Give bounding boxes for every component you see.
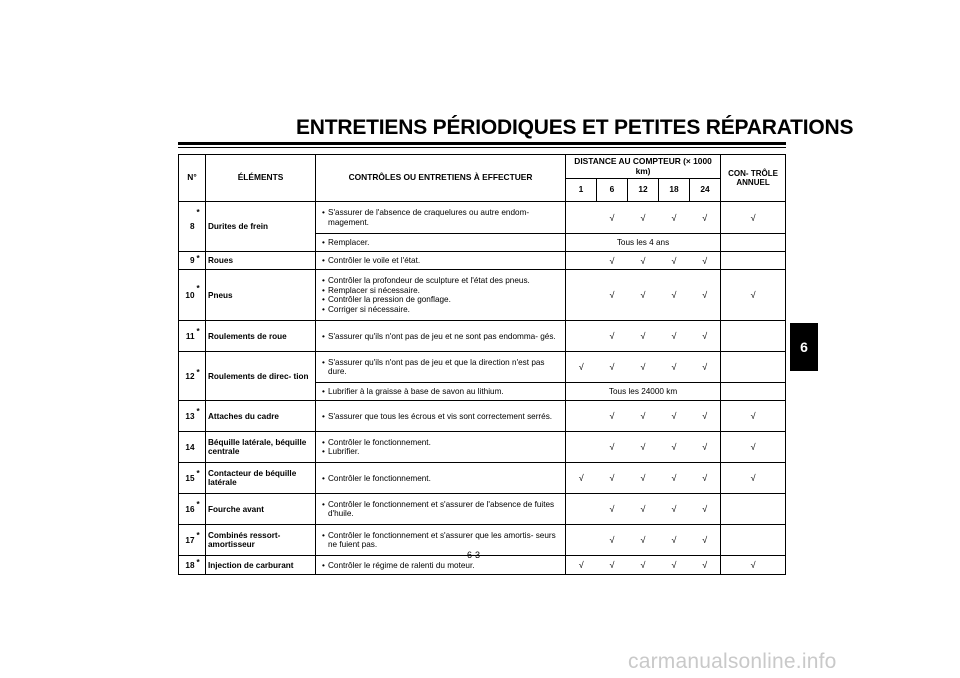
control-item: • Contrôler le fonctionnement. xyxy=(320,474,561,483)
check-mark: √ xyxy=(659,401,690,432)
table-row xyxy=(179,352,786,383)
empty-cell xyxy=(721,234,786,252)
header-controls: CONTRÔLES OU ENTRETIENS À EFFECTUER xyxy=(316,155,566,202)
row-number: 14 xyxy=(179,432,196,463)
control-item: • Contrôler le fonctionnement. xyxy=(320,438,561,447)
check-mark: √ xyxy=(597,432,628,463)
row-element: Combinés ressort- amortisseur xyxy=(206,525,316,556)
table-row xyxy=(179,494,786,525)
row-element: Béquille latérale, béquille centrale xyxy=(206,432,316,463)
control-item: • Contrôler le voile et l'état. xyxy=(320,256,561,265)
header-km-18: 18 xyxy=(659,179,690,202)
table-row xyxy=(179,321,786,352)
table-row xyxy=(179,463,786,494)
empty-cell xyxy=(721,321,786,352)
check-mark: √ xyxy=(721,463,786,494)
header-km-12: 12 xyxy=(628,179,659,202)
check-mark: √ xyxy=(628,556,659,575)
check-mark: √ xyxy=(597,463,628,494)
row-control xyxy=(316,432,566,463)
check-mark: √ xyxy=(659,432,690,463)
title-rule-thin xyxy=(178,147,786,148)
check-mark: √ xyxy=(566,556,597,575)
header-distance: DISTANCE AU COMPTEUR (× 1000 km) xyxy=(566,155,721,179)
page-number: 6-3 xyxy=(467,550,481,560)
check-mark xyxy=(566,432,597,463)
row-number: 17 xyxy=(179,525,196,556)
check-mark: √ xyxy=(628,494,659,525)
check-mark: √ xyxy=(690,432,721,463)
control-item: • Contrôler le fonctionnement et s'assurer que les amortis- seurs ne fuient pas. xyxy=(320,531,561,550)
check-mark: √ xyxy=(659,494,690,525)
check-mark: √ xyxy=(659,202,690,234)
header-num: N° xyxy=(179,155,206,202)
row-number: 16 xyxy=(179,494,196,525)
check-mark: √ xyxy=(659,270,690,321)
interval-text: Tous les 4 ans xyxy=(566,234,721,252)
control-item: • Corriger si nécessaire. xyxy=(320,305,561,314)
check-mark xyxy=(566,494,597,525)
title-rule xyxy=(178,142,786,145)
row-star: * xyxy=(196,401,206,432)
maintenance-table xyxy=(178,154,786,575)
table-row xyxy=(179,252,786,270)
check-mark: √ xyxy=(628,525,659,556)
check-mark: √ xyxy=(628,401,659,432)
check-mark: √ xyxy=(690,252,721,270)
empty-cell xyxy=(721,494,786,525)
check-mark: √ xyxy=(628,321,659,352)
row-star: * xyxy=(196,352,206,401)
check-mark: √ xyxy=(628,463,659,494)
row-control xyxy=(316,352,566,383)
table-row xyxy=(179,202,786,234)
row-control xyxy=(316,463,566,494)
check-mark: √ xyxy=(690,494,721,525)
check-mark xyxy=(566,202,597,234)
control-item: • Lubrifier à la graisse à base de savon au lithium. xyxy=(320,387,561,396)
row-control xyxy=(316,234,566,252)
empty-cell xyxy=(721,352,786,383)
check-mark: √ xyxy=(690,525,721,556)
check-mark: √ xyxy=(659,321,690,352)
interval-text: Tous les 24000 km xyxy=(566,383,721,401)
check-mark: √ xyxy=(597,494,628,525)
header-row xyxy=(179,155,786,179)
control-item: • Contrôler la pression de gonflage. xyxy=(320,295,561,304)
check-mark: √ xyxy=(690,463,721,494)
check-mark xyxy=(566,401,597,432)
check-mark xyxy=(566,252,597,270)
row-element: Durites de frein xyxy=(206,202,316,252)
row-element: Pneus xyxy=(206,270,316,321)
check-mark: √ xyxy=(597,270,628,321)
check-mark xyxy=(566,321,597,352)
check-mark: √ xyxy=(566,463,597,494)
table-row xyxy=(179,525,786,556)
row-control xyxy=(316,494,566,525)
header-km-24: 24 xyxy=(690,179,721,202)
check-mark: √ xyxy=(597,252,628,270)
control-item: • S'assurer que tous les écrous et vis sont correctement serrés. xyxy=(320,412,561,421)
control-item: • S'assurer qu'ils n'ont pas de jeu et que la direction n'est pas dure. xyxy=(320,358,561,377)
control-item: • Remplacer si nécessaire. xyxy=(320,286,561,295)
control-item: • Lubrifier. xyxy=(320,447,561,456)
row-star xyxy=(196,432,206,463)
row-control xyxy=(316,383,566,401)
control-item: • S'assurer de l'absence de craquelures ou autre endom- magement. xyxy=(320,208,561,227)
table-row xyxy=(179,270,786,321)
row-star: * xyxy=(196,270,206,321)
row-control xyxy=(316,270,566,321)
row-number: 10 xyxy=(179,270,196,321)
check-mark: √ xyxy=(597,556,628,575)
check-mark: √ xyxy=(721,432,786,463)
control-item: • Remplacer. xyxy=(320,238,561,247)
check-mark: √ xyxy=(659,556,690,575)
row-element: Attaches du cadre xyxy=(206,401,316,432)
row-control xyxy=(316,202,566,234)
check-mark: √ xyxy=(628,432,659,463)
row-control xyxy=(316,321,566,352)
row-control xyxy=(316,401,566,432)
row-control xyxy=(316,252,566,270)
header-elements: ÉLÉMENTS xyxy=(206,155,316,202)
row-number: 9 xyxy=(179,252,196,270)
check-mark: √ xyxy=(721,401,786,432)
check-mark: √ xyxy=(566,352,597,383)
check-mark: √ xyxy=(659,352,690,383)
check-mark: √ xyxy=(721,270,786,321)
check-mark: √ xyxy=(690,202,721,234)
row-number: 13 xyxy=(179,401,196,432)
row-control xyxy=(316,525,566,556)
check-mark xyxy=(566,270,597,321)
row-number: 11 xyxy=(179,321,196,352)
check-mark xyxy=(566,525,597,556)
control-item: • Contrôler la profondeur de sculpture et l'état des pneus. xyxy=(320,276,561,285)
check-mark: √ xyxy=(597,352,628,383)
check-mark: √ xyxy=(690,321,721,352)
check-mark: √ xyxy=(597,321,628,352)
row-number: 8 xyxy=(179,202,196,252)
row-star: * xyxy=(196,321,206,352)
check-mark: √ xyxy=(690,556,721,575)
header-annual: CON- TRÔLE ANNUEL xyxy=(721,155,786,202)
row-element: Roulements de roue xyxy=(206,321,316,352)
page-title: ENTRETIENS PÉRIODIQUES ET PETITES RÉPARATIONS xyxy=(296,116,854,139)
table-row xyxy=(179,556,786,575)
check-mark: √ xyxy=(628,270,659,321)
check-mark: √ xyxy=(721,556,786,575)
row-star: * xyxy=(196,463,206,494)
row-star: * xyxy=(196,252,206,270)
check-mark: √ xyxy=(628,252,659,270)
check-mark: √ xyxy=(659,252,690,270)
check-mark: √ xyxy=(690,401,721,432)
check-mark: √ xyxy=(597,202,628,234)
row-control xyxy=(316,556,566,575)
row-star: * xyxy=(196,494,206,525)
row-element: Contacteur de béquille latérale xyxy=(206,463,316,494)
row-number: 15 xyxy=(179,463,196,494)
control-item: • Contrôler le régime de ralenti du moteur. xyxy=(320,561,561,570)
empty-cell xyxy=(721,525,786,556)
row-element: Roues xyxy=(206,252,316,270)
row-star: * xyxy=(196,525,206,556)
check-mark: √ xyxy=(721,202,786,234)
row-star: * xyxy=(196,202,206,252)
header-km-6: 6 xyxy=(597,179,628,202)
check-mark: √ xyxy=(659,463,690,494)
chapter-tab: 6 xyxy=(790,323,818,371)
header-km-1: 1 xyxy=(566,179,597,202)
check-mark: √ xyxy=(690,270,721,321)
control-item: • Contrôler le fonctionnement et s'assurer de l'absence de fuites d'huile. xyxy=(320,500,561,519)
control-item: • S'assurer qu'ils n'ont pas de jeu et ne sont pas endomma- gés. xyxy=(320,332,561,341)
row-element: Fourche avant xyxy=(206,494,316,525)
table-row xyxy=(179,432,786,463)
check-mark: √ xyxy=(597,525,628,556)
watermark: carmanualsonline.info xyxy=(628,650,837,673)
empty-cell xyxy=(721,252,786,270)
row-number: 12 xyxy=(179,352,196,401)
row-element: Roulements de direc- tion xyxy=(206,352,316,401)
table-row xyxy=(179,401,786,432)
empty-cell xyxy=(721,383,786,401)
row-star: * xyxy=(196,556,206,575)
check-mark: √ xyxy=(690,352,721,383)
check-mark: √ xyxy=(659,525,690,556)
check-mark: √ xyxy=(597,401,628,432)
row-number: 18 xyxy=(179,556,196,575)
check-mark: √ xyxy=(628,202,659,234)
row-element: Injection de carburant xyxy=(206,556,316,575)
check-mark: √ xyxy=(628,352,659,383)
